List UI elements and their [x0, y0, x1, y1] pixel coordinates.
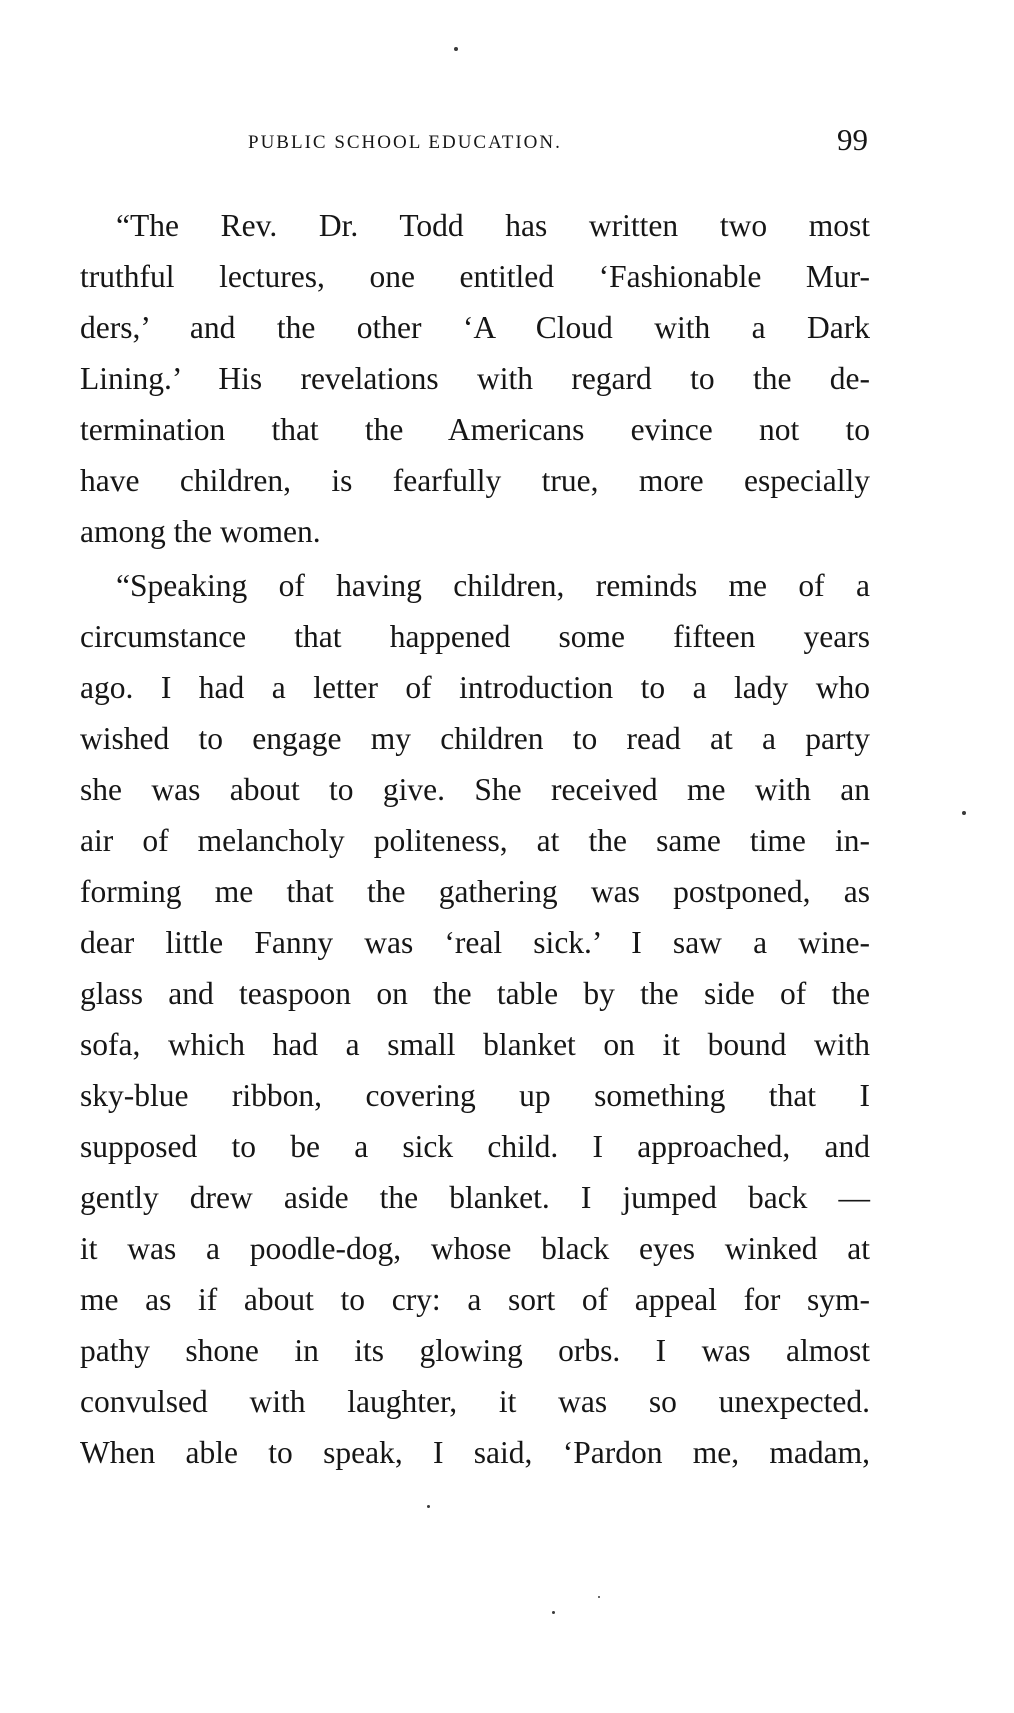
text-line: pathy shone in its glowing orbs. I was almost [80, 1333, 870, 1368]
page-number: 99 [837, 122, 868, 157]
running-head [80, 118, 874, 168]
text-line: ders,’ and the other ‘A Cloud with a Dark [80, 310, 870, 345]
text-line: When able to speak, I said, ‘Pardon me, madam, [80, 1435, 870, 1470]
text-line: glass and teaspoon on the table by the side of the [80, 976, 870, 1011]
scan-speck [962, 811, 966, 815]
text-line: me as if about to cry: a sort of appeal for sym- [80, 1282, 870, 1317]
text-line: termination that the Americans evince not to [80, 412, 870, 447]
scan-speck [454, 47, 458, 51]
text-line: gently drew aside the blanket. I jumped back — [80, 1180, 870, 1215]
text-line: supposed to be a sick child. I approached, and [80, 1129, 870, 1164]
text-line: ago. I had a letter of introduction to a lady who [80, 670, 870, 705]
text-line: have children, is fearfully true, more especially [80, 463, 870, 498]
text-line: “Speaking of having children, reminds me of a [116, 568, 870, 603]
text-line: wished to engage my children to read at a party [80, 721, 870, 756]
text-line: forming me that the gathering was postponed, as [80, 874, 870, 909]
text-line: truthful lectures, one entitled ‘Fashionable Mur- [80, 259, 870, 294]
text-line: circumstance that happened some fifteen years [80, 619, 870, 654]
body-text [80, 200, 870, 1478]
scan-speck [552, 1611, 555, 1614]
text-line: sofa, which had a small blanket on it bound with [80, 1027, 870, 1062]
text-line: air of melancholy politeness, at the same time in- [80, 823, 870, 858]
text-line: dear little Fanny was ‘real sick.’ I saw a wine- [80, 925, 870, 960]
text-line: Lining.’ His revelations with regard to the de- [80, 361, 870, 396]
running-title: PUBLIC SCHOOL EDUCATION. [248, 132, 562, 153]
scan-speck [598, 1596, 600, 1598]
text-line: sky-blue ribbon, covering up something that I [80, 1078, 870, 1113]
paragraph [80, 200, 870, 557]
text-line: convulsed with laughter, it was so unexpected. [80, 1384, 870, 1419]
text-line: among the women. [80, 514, 321, 549]
text-line: it was a poodle-dog, whose black eyes winked at [80, 1231, 870, 1266]
scan-speck [427, 1505, 430, 1508]
paragraph [80, 560, 870, 1478]
text-line: she was about to give. She received me with an [80, 772, 870, 807]
text-line: “The Rev. Dr. Todd has written two most [116, 208, 870, 243]
